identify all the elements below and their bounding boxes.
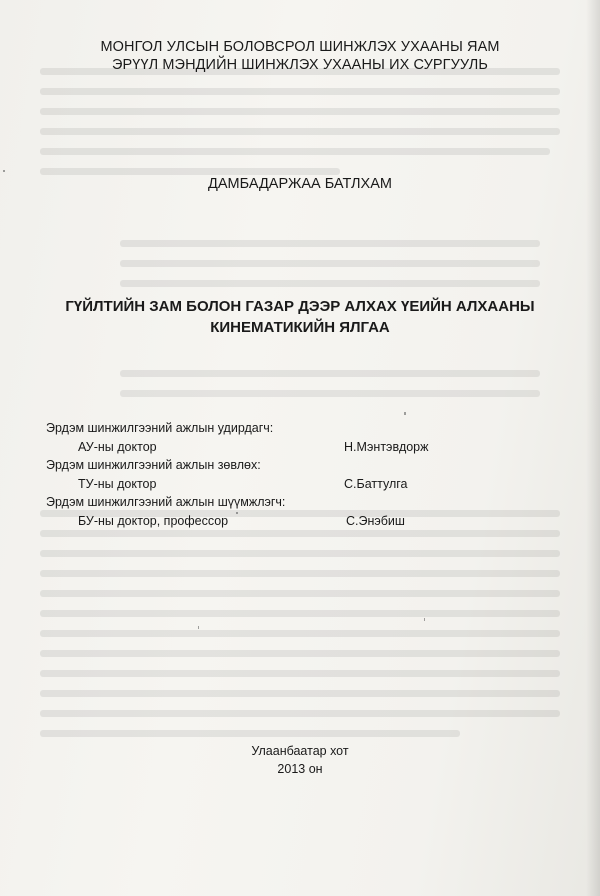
supervisor-name: Н.Мэнтэвдорж — [344, 440, 429, 454]
year: 2013 он — [277, 762, 323, 776]
supervisors-list — [46, 420, 556, 531]
thesis-title-line-2: КИНЕМАТИКИЙН ЯЛГАА — [210, 319, 390, 336]
scan-speck — [3, 170, 5, 172]
scan-speck — [236, 512, 238, 514]
ministry-name: МОНГОЛ УЛСЫН БОЛОВСРОЛ ШИНЖЛЭХ УХААНЫ ЯАМ — [100, 39, 500, 55]
advisor-role: Эрдэм шинжилгээний ажлын зөвлөх: — [46, 458, 261, 472]
thesis-title-line-1: ГҮЙЛТИЙН ЗАМ БОЛОН ГАЗАР ДЭЭР АЛХАХ ҮЕИЙН АЛХААНЫ — [65, 298, 535, 315]
scan-speck — [404, 412, 406, 415]
supervisor-degree: АУ-ны доктор — [78, 440, 157, 454]
scan-speck — [424, 618, 425, 621]
reviewer-role: Эрдэм шинжилгээний ажлын шүүмжлэгч: — [46, 495, 286, 509]
advisor-name: С.Баттулга — [344, 477, 408, 491]
author-name: ДАМБАДАРЖАА БАТЛХАМ — [208, 176, 392, 192]
advisor-entry — [46, 474, 556, 494]
reviewer-name: С.Энэбиш — [346, 514, 405, 528]
scan-speck — [198, 626, 199, 629]
advisor-degree: ТУ-ны доктор — [78, 477, 157, 491]
page-edge-shadow — [586, 0, 600, 896]
reviewer-entry — [46, 511, 556, 531]
reviewer-degree: БУ-ны доктор, профессор — [78, 514, 229, 528]
city-name: Улаанбаатар хот — [251, 744, 349, 758]
thesis-title — [0, 296, 600, 338]
institution-header — [0, 38, 600, 74]
supervisor-role: Эрдэм шинжилгээний ажлын удирдагч: — [46, 421, 274, 435]
footer — [0, 742, 600, 778]
supervisor-entry — [46, 437, 556, 457]
university-name: ЭРҮҮЛ МЭНДИЙН ШИНЖЛЭХ УХААНЫ ИХ СУРГУУЛЬ — [112, 57, 488, 73]
